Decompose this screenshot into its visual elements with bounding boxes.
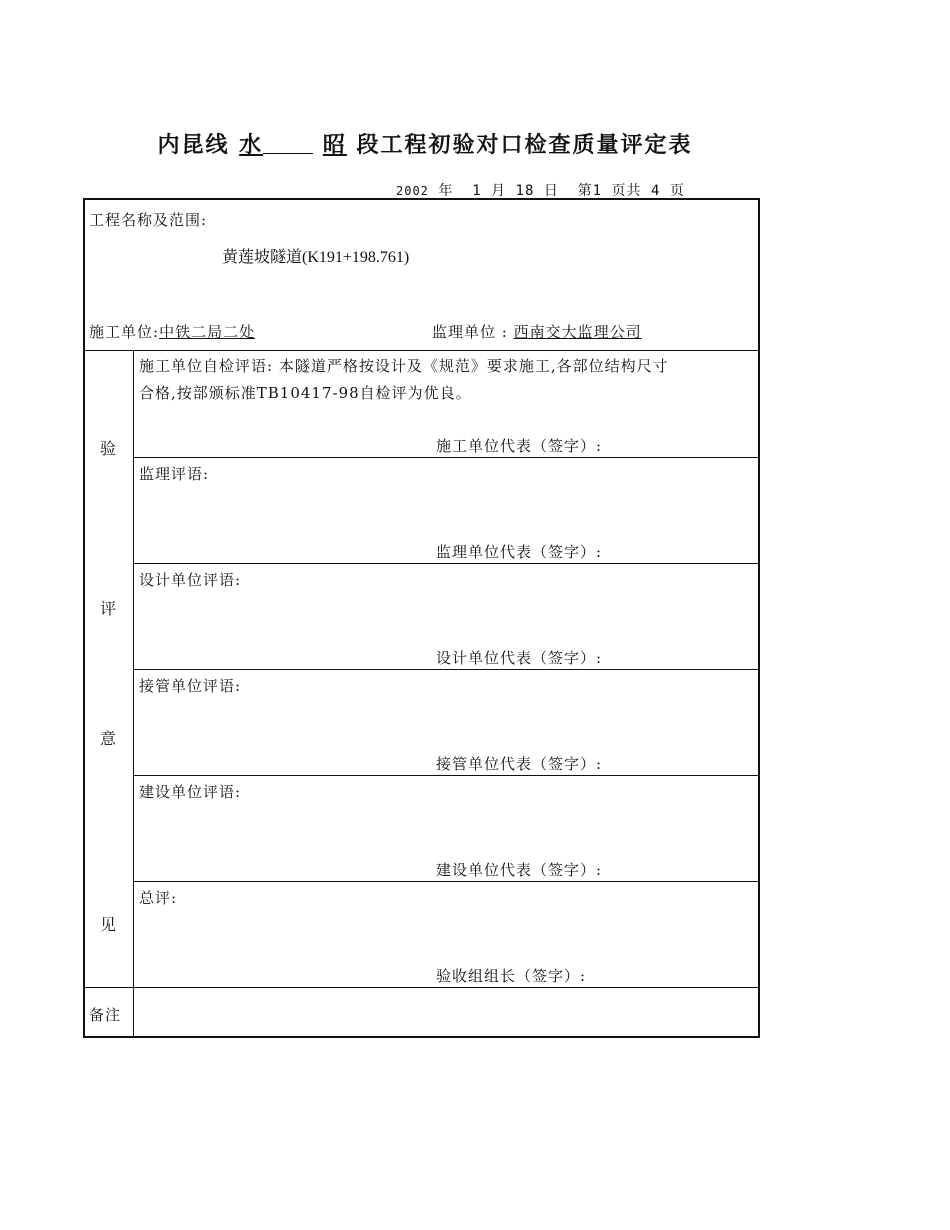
title-line: 内昆线: [157, 133, 230, 158]
supervision-heading: 监理评语:: [139, 465, 210, 483]
column-divider: [133, 350, 134, 1036]
date-year: 2002: [396, 184, 429, 198]
page-indicator: 第1 页共 4 页: [577, 183, 685, 199]
supervision-sign: 监理单位代表（签字）:: [436, 543, 603, 561]
divider-4: [133, 775, 758, 776]
construction-unit-label: 施工单位:: [89, 323, 160, 341]
divider-project: [85, 350, 758, 351]
remarks-label: 备注: [89, 1006, 122, 1024]
side-label-1: 验: [100, 439, 117, 458]
divider-1: [133, 457, 758, 458]
date-month: 1: [472, 183, 482, 199]
evaluation-form: [83, 198, 760, 1038]
divider-2: [133, 563, 758, 564]
takeover-heading: 接管单位评语:: [139, 677, 242, 695]
owner-heading: 建设单位评语:: [139, 783, 242, 801]
supervision-unit: [432, 321, 642, 342]
overall-heading: 总评:: [139, 889, 178, 907]
design-heading: 设计单位评语:: [139, 571, 242, 589]
divider-6: [85, 987, 758, 988]
date-day: 18: [515, 183, 535, 199]
owner-sign: 建设单位代表（签字）:: [436, 861, 603, 879]
project-label: 工程名称及范围:: [89, 211, 208, 229]
design-sign: 设计单位代表（签字）:: [436, 649, 603, 667]
self-check-body1: 本隧道严格按设计及《规范》要求施工,各部位结构尺寸: [278, 357, 669, 375]
self-check-body2: 合格,按部颁标准TB10417-98自检评为优良。: [139, 384, 472, 402]
title-rest: 段工程初验对口检查质量评定表: [356, 133, 693, 158]
self-check-line1: [139, 355, 669, 376]
self-check-heading: 施工单位自检评语:: [139, 357, 274, 375]
construction-unit: [89, 321, 255, 342]
supervision-unit-label: 监理单位 :: [432, 323, 508, 341]
date-year-unit: 年: [438, 183, 454, 199]
divider-5: [133, 881, 758, 882]
takeover-sign: 接管单位代表（签字）:: [436, 755, 603, 773]
title-from: 水: [239, 133, 313, 158]
divider-3: [133, 669, 758, 670]
document-title: [0, 128, 850, 159]
date-month-unit: 月: [491, 183, 507, 199]
side-label-2: 评: [100, 599, 117, 618]
construction-sign: 施工单位代表（签字）:: [436, 437, 603, 455]
supervision-unit-value: 西南交大监理公司: [513, 323, 642, 341]
date-day-unit: 日: [543, 183, 559, 199]
title-to: 昭: [322, 133, 347, 158]
project-name: 黄莲坡隧道(K191+198.761): [222, 249, 410, 266]
side-label-3: 意: [100, 729, 117, 748]
side-label-4: 见: [100, 915, 117, 934]
construction-unit-value: 中铁二局二处: [159, 323, 256, 341]
date-line: [396, 180, 685, 200]
overall-sign: 验收组组长（签字）:: [436, 967, 587, 985]
